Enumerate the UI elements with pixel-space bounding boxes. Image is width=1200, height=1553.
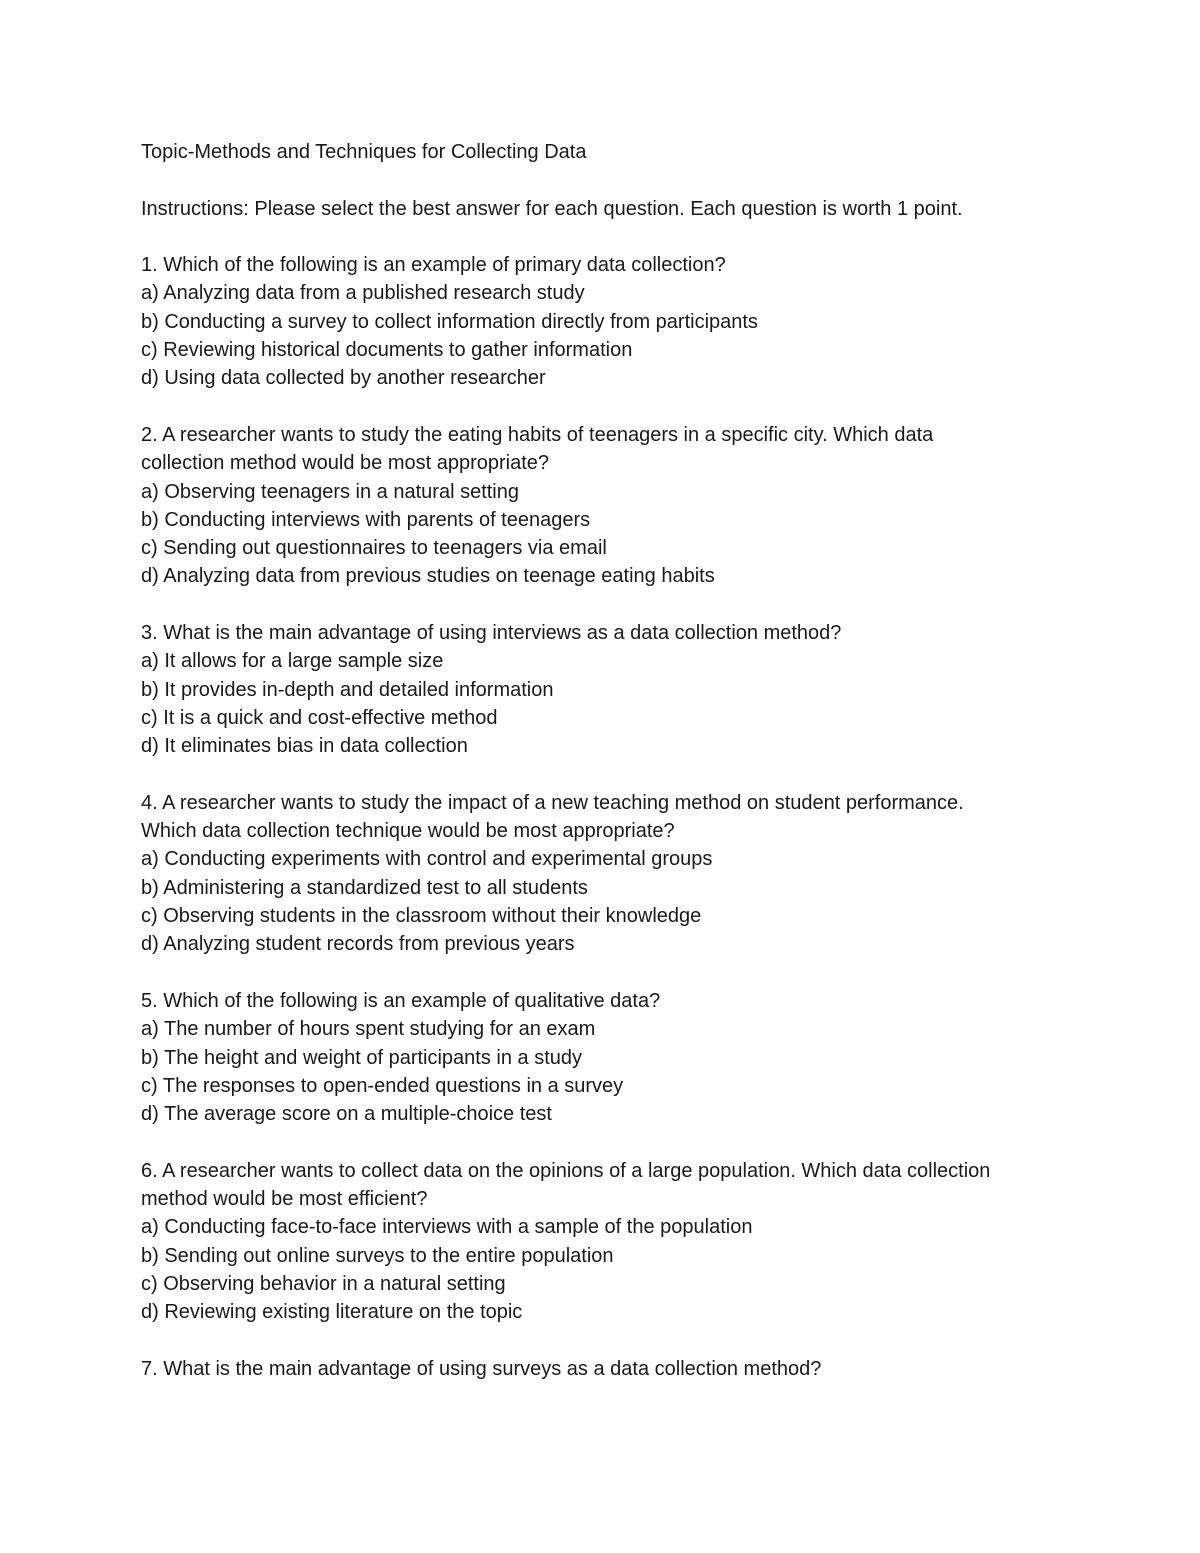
question-5-option-b: b) The height and weight of participants in a study <box>141 1046 583 1069</box>
spacer <box>141 1326 1081 1354</box>
question-3-option-c: c) It is a quick and cost-effective method <box>141 706 498 729</box>
question-1-option-b: b) Conducting a survey to collect information directly from participants <box>141 310 758 333</box>
question-7-stem: 7. What is the main advantage of using surveys as a data collection method? <box>141 1357 822 1380</box>
question-5-stem: 5. Which of the following is an example of qualitative data? <box>141 989 661 1012</box>
question-1-option-c: c) Reviewing historical documents to gather information <box>141 339 633 362</box>
question-1-stem: 1. Which of the following is an example of primary data collection? <box>141 254 726 277</box>
question-3-stem: 3. What is the main advantage of using interviews as a data collection method? <box>141 622 842 645</box>
question-4-option-a: a) Conducting experiments with control and experimental groups <box>141 848 713 871</box>
spacer <box>141 166 1081 194</box>
question-1-option-d: d) Using data collected by another researcher <box>141 367 546 390</box>
question-2-option-d: d) Analyzing data from previous studies on teenage eating habits <box>141 565 715 588</box>
question-5 <box>141 987 1081 1128</box>
question-3-option-b: b) It provides in-depth and detailed information <box>141 678 554 701</box>
question-6-stem-continued: method would be most efficient? <box>141 1187 428 1210</box>
instructions-text: Instructions: Please select the best answer for each question. Each question is worth 1 point. <box>141 197 963 220</box>
question-1 <box>141 251 1081 392</box>
question-2-stem: 2. A researcher wants to study the eating habits of teenagers in a specific city. Which data <box>141 423 934 446</box>
question-5-option-d: d) The average score on a multiple-choice test <box>141 1103 552 1126</box>
question-4-option-d: d) Analyzing student records from previous years <box>141 933 575 956</box>
question-5-option-a: a) The number of hours spent studying for an exam <box>141 1018 596 1041</box>
question-2-option-a: a) Observing teenagers in a natural setting <box>141 480 519 503</box>
spacer <box>141 223 1081 251</box>
spacer <box>141 393 1081 421</box>
spacer <box>141 1128 1081 1156</box>
document-body <box>141 138 1081 1383</box>
question-1-option-a: a) Analyzing data from a published research study <box>141 282 585 305</box>
question-4-stem: 4. A researcher wants to study the impact of a new teaching method on student performance. <box>141 791 964 814</box>
topic-heading: Topic-Methods and Techniques for Collecting Data <box>141 141 587 163</box>
question-7 <box>141 1355 1081 1383</box>
question-6 <box>141 1157 1081 1327</box>
question-5-option-c: c) The responses to open-ended questions in a survey <box>141 1074 624 1097</box>
question-3-option-a: a) It allows for a large sample size <box>141 650 444 673</box>
question-6-option-d: d) Reviewing existing literature on the topic <box>141 1301 523 1324</box>
question-3-option-d: d) It eliminates bias in data collection <box>141 735 468 758</box>
question-4-stem-continued: Which data collection technique would be most appropriate? <box>141 820 675 843</box>
question-4-option-b: b) Administering a standardized test to all students <box>141 876 588 899</box>
question-2-stem-continued: collection method would be most appropriate? <box>141 452 550 475</box>
question-6-option-c: c) Observing behavior in a natural setting <box>141 1272 506 1295</box>
question-6-option-a: a) Conducting face-to-face interviews with a sample of the population <box>141 1216 753 1239</box>
question-4-option-c: c) Observing students in the classroom without their knowledge <box>141 905 702 928</box>
question-6-stem: 6. A researcher wants to collect data on the opinions of a large population. Which data collection <box>141 1159 991 1182</box>
question-2-option-b: b) Conducting interviews with parents of teenagers <box>141 508 591 531</box>
question-6-option-b: b) Sending out online surveys to the entire population <box>141 1244 614 1267</box>
question-4 <box>141 789 1081 959</box>
question-3 <box>141 619 1081 760</box>
spacer <box>141 959 1081 987</box>
spacer <box>141 591 1081 619</box>
question-2 <box>141 421 1081 591</box>
spacer <box>141 761 1081 789</box>
question-2-option-c: c) Sending out questionnaires to teenagers via email <box>141 537 607 560</box>
